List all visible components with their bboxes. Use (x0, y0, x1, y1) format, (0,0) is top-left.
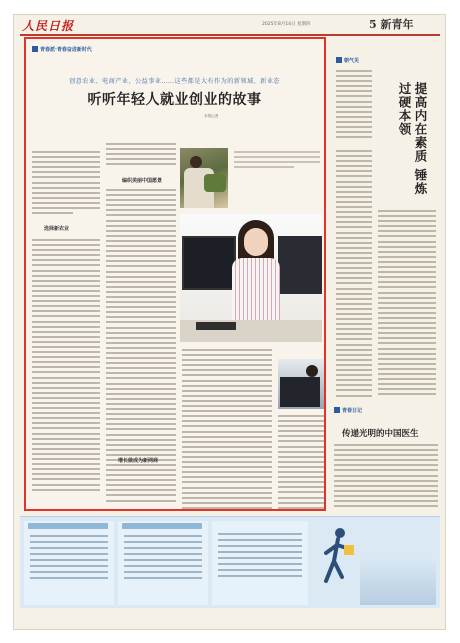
band-panel-middle (118, 521, 208, 605)
diary-tag (334, 407, 362, 414)
text-column-2 (106, 143, 176, 168)
right-column-text-2 (378, 210, 436, 398)
section-head-1: 选择新农业 (44, 226, 70, 232)
right-column-tag (336, 57, 359, 64)
page-number: 5 新青年 (369, 18, 414, 31)
office-photo (180, 214, 322, 342)
article-subhead: 创意农业、电商产业、公益事业……这些都是大有作为的新领域、新业态 (69, 78, 280, 85)
header-rule (20, 34, 440, 36)
person-photo (180, 148, 228, 208)
article-byline: 本报记者 (204, 114, 219, 118)
band-panel-right (212, 521, 308, 605)
text-column-1 (32, 151, 100, 217)
text-column-2b (106, 189, 176, 469)
tag-square-icon (32, 46, 38, 52)
masthead: 人民日报 (22, 19, 75, 33)
text-column-3 (182, 349, 272, 512)
section-head-2: 编织美丽中国愿景 (122, 178, 163, 184)
bottom-ad-band (20, 516, 440, 608)
text-column-4 (278, 415, 324, 512)
diary-text (334, 444, 438, 510)
article-tag-label: 青春派·青春奋进新时代 (40, 47, 92, 53)
diary-tag-label: 青春日记 (342, 408, 363, 414)
article-tag (32, 46, 92, 53)
tag-square-icon (334, 407, 340, 413)
right-column-text (336, 150, 372, 400)
text-column-1b (32, 239, 100, 494)
article-headline: 听听年轻人就业创业的故事 (87, 92, 262, 108)
section-head-3: 增长做成为新网商 (118, 458, 159, 464)
photo1-caption (234, 151, 320, 171)
running-figure-icon (320, 525, 356, 595)
computer-photo (278, 359, 324, 409)
right-tag-label: 朝气见 (344, 58, 360, 64)
right-headline: 提高内在素质 锤炼过硬本领 (397, 82, 428, 196)
text-column-2c (106, 469, 176, 505)
tag-square-icon (336, 57, 342, 63)
city-skyline (360, 557, 436, 605)
band-panel-left (24, 521, 114, 605)
highlighted-article[interactable] (24, 37, 326, 511)
diary-title: 传递光明的中国医生 (342, 429, 419, 439)
date-line: 2025年8月14日 星期四 (262, 22, 311, 27)
right-intro-text (336, 70, 372, 141)
